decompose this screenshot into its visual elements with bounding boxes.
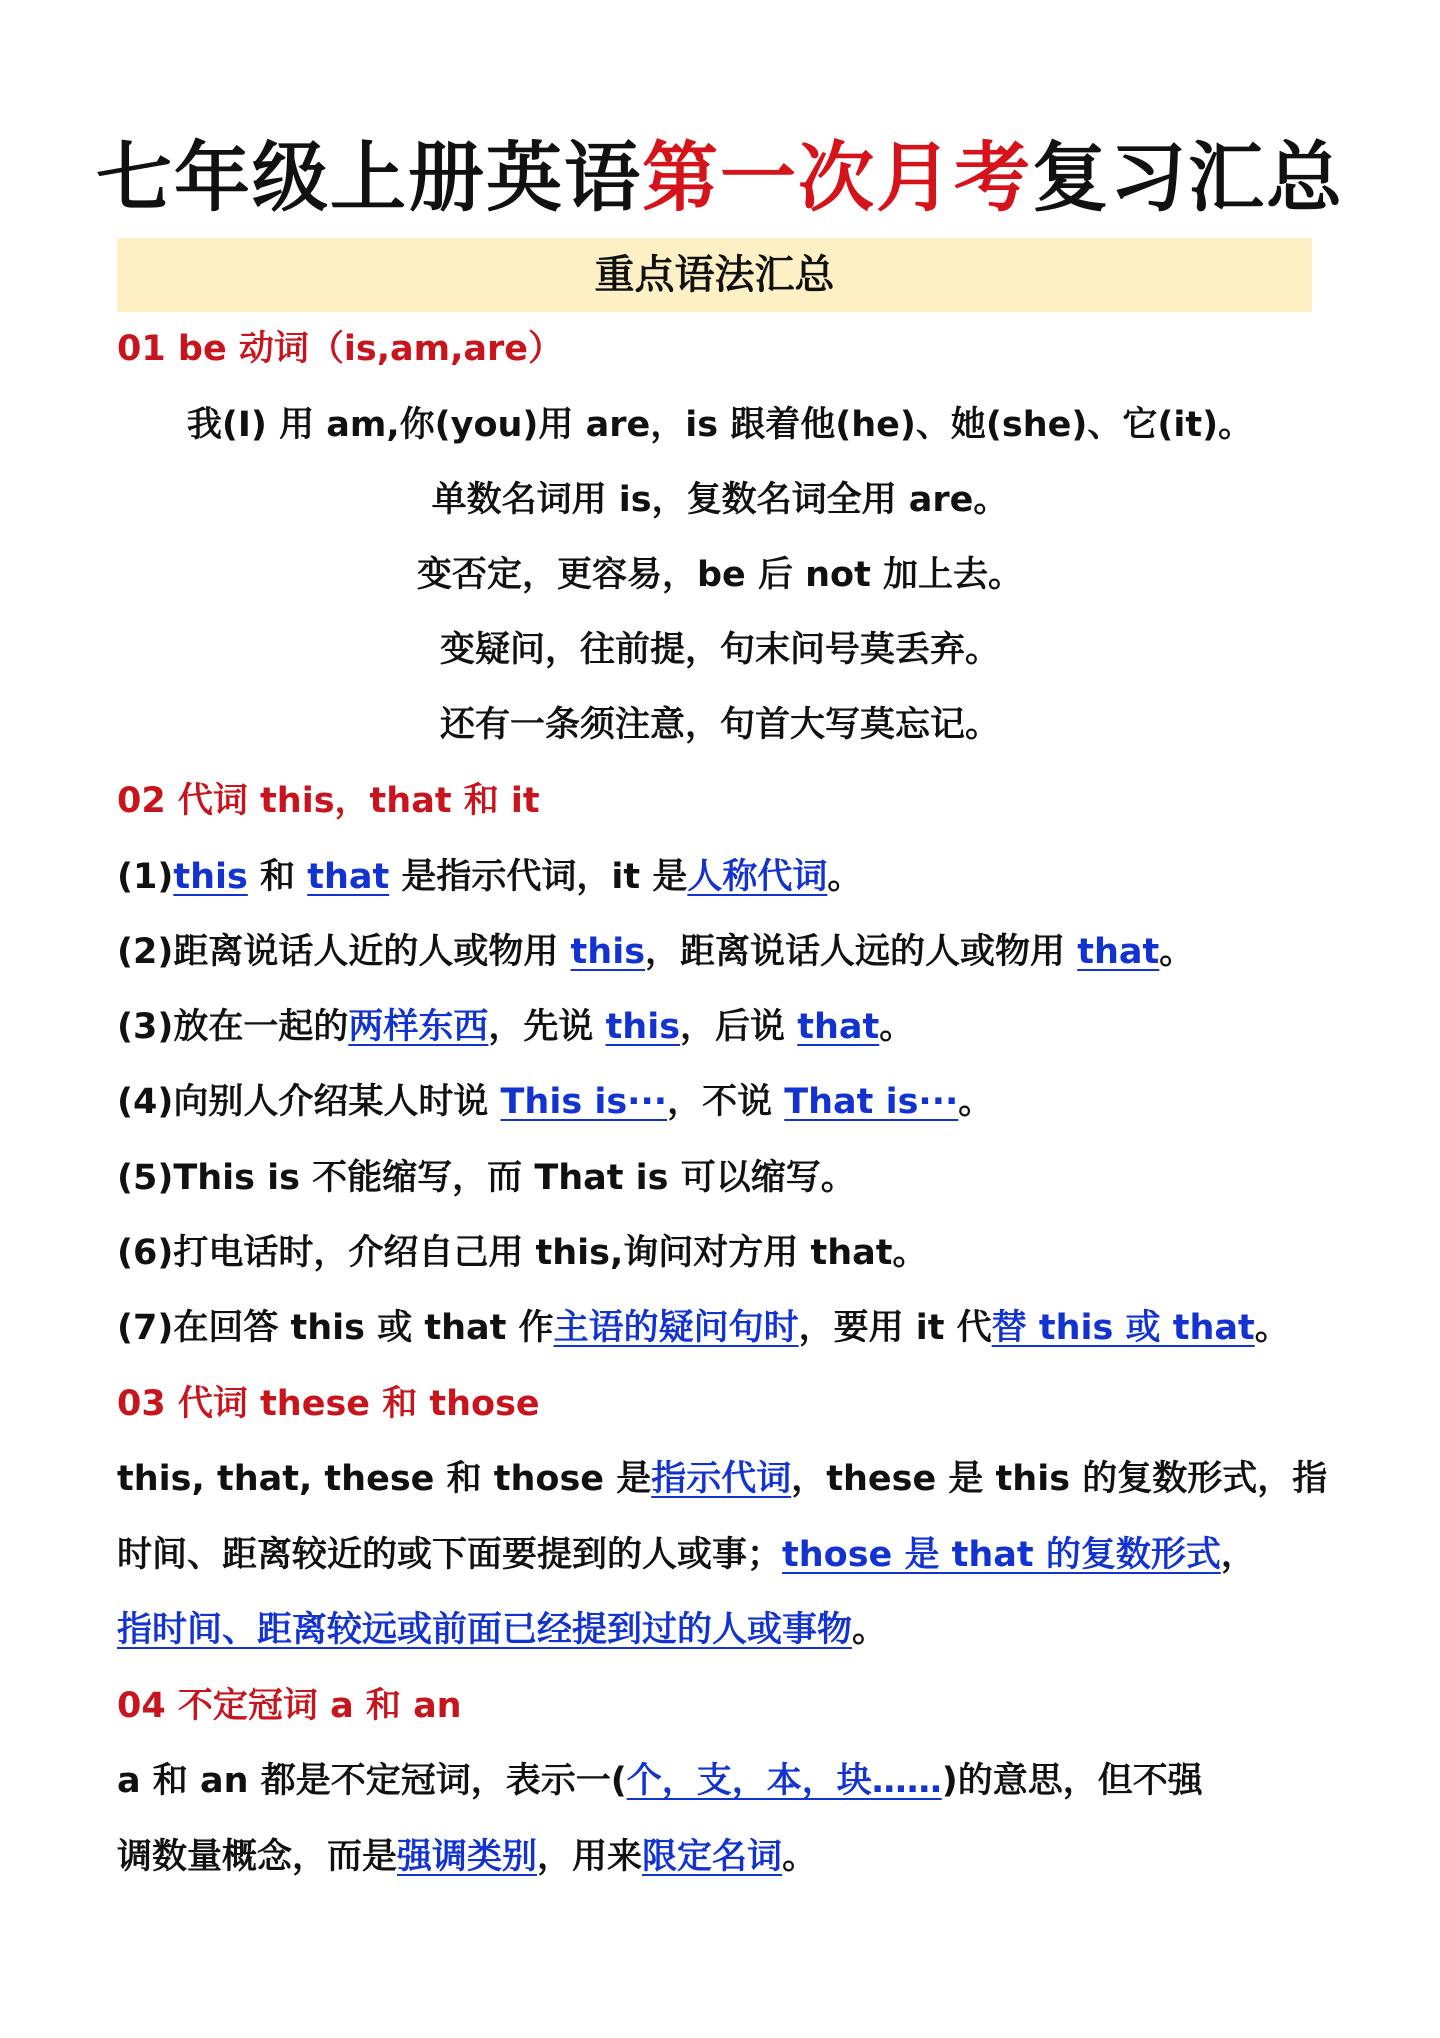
text: 。: [879, 1007, 915, 1047]
para3-line-1: [117, 1456, 1328, 1502]
text: a 和 an 都是不定冠词，表示一(: [117, 1761, 627, 1801]
highlight: 人称代词: [687, 857, 828, 897]
highlight: 限定名词: [642, 1837, 783, 1877]
page-title: [0, 128, 1440, 228]
title-part3: 复习汇总: [1032, 133, 1344, 222]
highlight: this: [173, 857, 248, 897]
rule-line-3: [117, 1004, 1317, 1050]
rhyme-line-1: 我(I) 用 am,你(you)用 are，is 跟着他(he)、她(she)、它(it)。: [186, 405, 1254, 445]
rule-line-7: [117, 1305, 1317, 1351]
highlight: that: [307, 857, 390, 897]
text: (2)距离说话人近的人或物用: [117, 932, 571, 972]
text: 。: [958, 1082, 994, 1122]
rule-line-5: (5)This is 不能缩写，而 That is 可以缩写。: [117, 1158, 856, 1198]
section-02-heading: 02 代词 this，that 和 it: [117, 781, 540, 821]
title-part2: 第一次月考: [642, 133, 1032, 222]
rhyme-line-2: 单数名词用 is，复数名词全用 are。: [431, 480, 1009, 520]
highlight: that: [797, 1007, 880, 1047]
rule-line-1: [117, 854, 1317, 900]
text: 调数量概念，而是: [117, 1837, 398, 1877]
text: 。: [852, 1610, 888, 1650]
text: 是指示代词，it 是: [389, 857, 688, 897]
rhyme-line-3: 变否定，更容易，be 后 not 加上去。: [416, 555, 1024, 595]
text: ，these 是 this 的复数形式，指: [791, 1459, 1328, 1499]
highlight: this: [570, 932, 646, 972]
text: (4)向别人介绍某人时说: [117, 1082, 501, 1122]
highlight: This is···: [500, 1082, 668, 1122]
text: ，距离说话人远的人或物用: [645, 932, 1078, 972]
highlight: 指时间、距离较远或前面已经提到过的人或事物: [117, 1610, 853, 1650]
highlight: that: [1077, 932, 1160, 972]
text: (7)在回答 this 或 that 作: [117, 1308, 554, 1348]
title-part1: 七年级上册英语: [96, 133, 642, 222]
highlight: 替 this 或 that: [991, 1308, 1255, 1348]
text: 。: [1159, 932, 1195, 972]
highlight: 两样东西: [348, 1007, 489, 1047]
section-01-heading: 01 be 动词（is,am,are）: [117, 329, 563, 369]
highlight: this: [605, 1007, 681, 1047]
text: (3)放在一起的: [117, 1007, 349, 1047]
highlight: 个，支，本，块……: [626, 1761, 942, 1801]
text: ，不说: [667, 1082, 785, 1122]
highlight: That is···: [784, 1082, 959, 1122]
text: 时间、距离较近的或下面要提到的人或事；: [117, 1535, 783, 1575]
section-04-heading: 04 不定冠词 a 和 an: [117, 1686, 462, 1726]
rule-line-6: (6)打电话时，介绍自己用 this,询问对方用 that。: [117, 1233, 928, 1273]
section-banner: 重点语法汇总: [117, 238, 1312, 312]
highlight: 主语的疑问句时: [553, 1308, 799, 1348]
text: this, that, these 和 those 是: [117, 1459, 652, 1499]
para4-line-1: [117, 1758, 1317, 1804]
text: ，用来: [537, 1837, 643, 1877]
text: ，: [1220, 1535, 1256, 1575]
text: 。: [1254, 1308, 1290, 1348]
highlight: 指示代词: [651, 1459, 792, 1499]
text: ，先说: [488, 1007, 606, 1047]
para3-line-2: [117, 1532, 1317, 1578]
text: (1): [117, 857, 174, 897]
rhyme-line-4: 变疑问，往前提，句末问号莫丢弃。: [439, 630, 1000, 670]
text: )的意思，但不强: [941, 1761, 1203, 1801]
rule-line-4: [117, 1079, 1317, 1125]
rule-line-2: [117, 929, 1317, 975]
text: 。: [827, 857, 863, 897]
text: ，后说: [680, 1007, 798, 1047]
text: 和: [247, 857, 308, 897]
para3-line-3: [117, 1607, 1317, 1653]
highlight: 强调类别: [397, 1837, 538, 1877]
highlight: those 是 that 的复数形式: [782, 1535, 1221, 1575]
text: ，要用 it 代: [798, 1308, 992, 1348]
rhyme-line-5: 还有一条须注意，句首大写莫忘记。: [439, 705, 1000, 745]
section-03-heading: 03 代词 these 和 those: [117, 1384, 540, 1424]
text: 。: [782, 1837, 818, 1877]
para4-line-2: [117, 1834, 1317, 1880]
